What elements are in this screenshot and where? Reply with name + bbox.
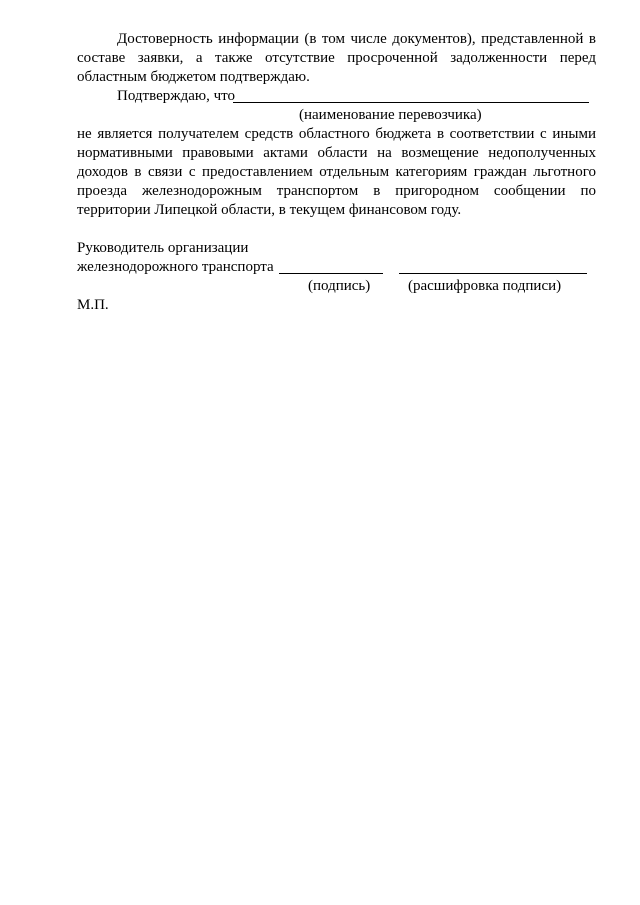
carrier-name-blank	[233, 102, 589, 103]
carrier-caption-line	[77, 106, 596, 125]
spacer	[77, 220, 596, 239]
transcript-caption: (расшифровка подписи)	[408, 278, 562, 294]
confirm-line	[77, 87, 596, 106]
paragraph-not-recipient	[77, 125, 596, 220]
paragraph-reliability: Достоверность информации (в том числе документов), представленной в составе заявки, а также отсутствие просроченной задолженности перед областным бюджетом подтверждаю.	[77, 31, 596, 85]
signature-blank	[279, 273, 383, 274]
signature-title-1: Руководитель организации	[77, 240, 249, 256]
signature-transcript-blank	[399, 273, 587, 274]
signature-title-2: железнодорожного транспорта	[77, 259, 274, 275]
carrier-caption: (наименование перевозчика)	[299, 107, 482, 123]
signature-caption: (подпись)	[308, 278, 371, 294]
paragraph-not-recipient-text: не является получателем средств областного бюджета в соответствии с иными нормативными правовыми актами области на возмещение недополученных доходов в связи с предоставлением отдельным категориям граждан льготного проезда железнодорожным транспортом в пригородном сообщении по территории Липецкой области, в текущем финансовом году.	[77, 126, 596, 218]
signature-title-line2	[77, 258, 596, 277]
confirm-lead: Подтверждаю, что	[117, 88, 236, 104]
document-page	[77, 30, 596, 315]
stamp-label: М.П.	[77, 297, 109, 313]
signature-caption-line	[77, 277, 596, 296]
stamp-line	[77, 296, 596, 315]
signature-title-line1	[77, 239, 596, 258]
